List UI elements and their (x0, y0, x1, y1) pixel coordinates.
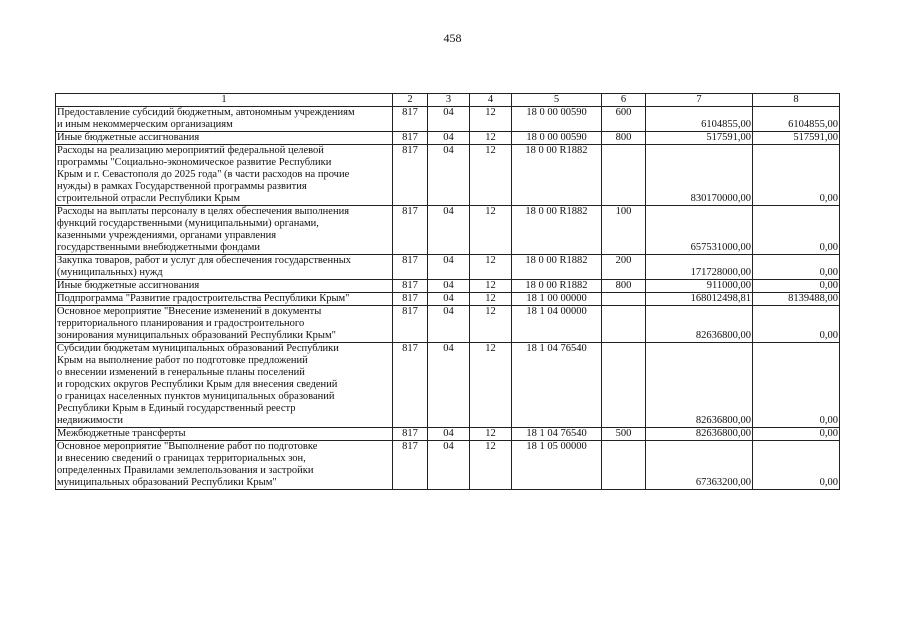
description-line: территориального планирования и градостроительного (57, 318, 305, 329)
subsection-code-cell: 12 (470, 293, 512, 306)
expense-type-cell: 800 (602, 280, 646, 293)
table-row (56, 293, 840, 306)
description-line: Подпрограмма "Развитие градостроительства Республики Крым" (57, 293, 350, 304)
header-cell: 5 (512, 94, 602, 107)
subsection-code-cell: 12 (470, 428, 512, 441)
description-line: Расходы на выплаты персоналу в целях обеспечения выполнения (57, 206, 350, 217)
amount-cell: 0,00 (753, 343, 840, 428)
target-article-cell: 18 0 00 R1882 (512, 255, 602, 280)
description-line: Республики Крым в Единый государственный реестр (57, 403, 296, 414)
amount-cell: 657531000,00 (646, 206, 753, 255)
section-code-cell: 04 (428, 343, 470, 428)
ministry-code-cell: 817 (393, 306, 428, 343)
budget-table (55, 93, 840, 490)
description-line: Крым на выполнение работ по подготовке предложений (57, 355, 308, 366)
subsection-code-cell: 12 (470, 280, 512, 293)
target-article-cell: 18 0 00 R1882 (512, 206, 602, 255)
amount-cell: 0,00 (753, 206, 840, 255)
row-description (56, 280, 393, 293)
amount-cell: 168012498,81 (646, 293, 753, 306)
table-row (56, 206, 840, 255)
subsection-code-cell: 12 (470, 107, 512, 132)
section-code-cell: 04 (428, 145, 470, 206)
description-line: Иные бюджетные ассигнования (57, 280, 200, 291)
ministry-code-cell: 817 (393, 428, 428, 441)
row-description (56, 293, 393, 306)
amount-cell: 517591,00 (753, 132, 840, 145)
subsection-code-cell: 12 (470, 255, 512, 280)
amount-cell: 82636800,00 (646, 306, 753, 343)
amount-cell: 0,00 (753, 280, 840, 293)
target-article-cell: 18 0 00 00590 (512, 107, 602, 132)
description-line: нужды) в рамках Государственной программы развития (57, 181, 307, 192)
target-article-cell: 18 0 00 R1882 (512, 145, 602, 206)
table-row (56, 306, 840, 343)
ministry-code-cell: 817 (393, 107, 428, 132)
target-article-cell: 18 1 04 76540 (512, 428, 602, 441)
description-line: о границах населенных пунктов муниципальных образований (57, 391, 335, 402)
subsection-code-cell: 12 (470, 132, 512, 145)
target-article-cell: 18 0 00 00590 (512, 132, 602, 145)
row-description (56, 441, 393, 490)
amount-cell: 8139488,00 (753, 293, 840, 306)
table-row (56, 280, 840, 293)
target-article-cell: 18 1 05 00000 (512, 441, 602, 490)
description-line: Иные бюджетные ассигнования (57, 132, 200, 143)
description-line: определенных Правилами землепользования и застройки (57, 465, 314, 476)
subsection-code-cell: 12 (470, 343, 512, 428)
expense-type-cell: 500 (602, 428, 646, 441)
row-description (56, 107, 393, 132)
amount-cell: 171728000,00 (646, 255, 753, 280)
description-line: Крым и г. Севастополя до 2025 года" (в части расходов на прочие (57, 169, 350, 180)
amount-cell: 82636800,00 (646, 428, 753, 441)
description-line: Основное мероприятие "Выполнение работ по подготовке (57, 441, 318, 452)
subsection-code-cell: 12 (470, 206, 512, 255)
description-line: и городских округов Республики Крым для внесения сведений (57, 379, 338, 390)
amount-cell: 517591,00 (646, 132, 753, 145)
amount-cell: 67363200,00 (646, 441, 753, 490)
page-number: 458 (443, 31, 462, 45)
amount-cell: 0,00 (753, 441, 840, 490)
target-article-cell: 18 1 00 00000 (512, 293, 602, 306)
ministry-code-cell: 817 (393, 441, 428, 490)
header-cell: 3 (428, 94, 470, 107)
description-line: зонирования муниципальных образований Республики Крым" (57, 330, 336, 341)
subsection-code-cell: 12 (470, 441, 512, 490)
target-article-cell: 18 1 04 00000 (512, 306, 602, 343)
description-line: о внесении изменений в генеральные планы поселений (57, 367, 305, 378)
section-code-cell: 04 (428, 206, 470, 255)
table-row (56, 255, 840, 280)
header-cell: 8 (753, 94, 840, 107)
section-code-cell: 04 (428, 107, 470, 132)
description-line: Основное мероприятие "Внесение изменений в документы (57, 306, 322, 317)
expense-type-cell: 100 (602, 206, 646, 255)
table-row (56, 343, 840, 428)
expense-type-cell (602, 293, 646, 306)
description-line: недвижимости (57, 415, 123, 426)
amount-cell: 6104855,00 (646, 107, 753, 132)
ministry-code-cell: 817 (393, 145, 428, 206)
description-line: Закупка товаров, работ и услуг для обеспечения государственных (57, 255, 352, 266)
amount-cell: 0,00 (753, 145, 840, 206)
row-description (56, 255, 393, 280)
subsection-code-cell: 12 (470, 306, 512, 343)
ministry-code-cell: 817 (393, 132, 428, 145)
table-row (56, 107, 840, 132)
amount-cell: 0,00 (753, 428, 840, 441)
row-description (56, 306, 393, 343)
amount-cell: 0,00 (753, 255, 840, 280)
description-line: Предоставление субсидий бюджетным, автономным учреждениям (57, 107, 355, 118)
expense-type-cell: 600 (602, 107, 646, 132)
target-article-cell: 18 0 00 R1882 (512, 280, 602, 293)
description-line: и иным некоммерческим организациям (57, 119, 233, 130)
row-description (56, 206, 393, 255)
header-cell: 4 (470, 94, 512, 107)
ministry-code-cell: 817 (393, 293, 428, 306)
description-line: государственными внебюджетными фондами (57, 242, 261, 253)
expense-type-cell (602, 145, 646, 206)
header-cell: 7 (646, 94, 753, 107)
description-line: Субсидии бюджетам муниципальных образований Республики (57, 343, 339, 354)
description-line: Расходы на реализацию мероприятий федеральной целевой (57, 145, 324, 156)
amount-cell: 82636800,00 (646, 343, 753, 428)
amount-cell: 830170000,00 (646, 145, 753, 206)
ministry-code-cell: 817 (393, 343, 428, 428)
table-row (56, 428, 840, 441)
section-code-cell: 04 (428, 280, 470, 293)
ministry-code-cell: 817 (393, 255, 428, 280)
description-line: и внесению сведений о границах территориальных зон, (57, 453, 306, 464)
section-code-cell: 04 (428, 441, 470, 490)
description-line: казенными учреждениями, органами управления (57, 230, 277, 241)
expense-type-cell (602, 343, 646, 428)
description-line: Межбюджетные трансферты (57, 428, 186, 439)
row-description (56, 343, 393, 428)
target-article-cell: 18 1 04 76540 (512, 343, 602, 428)
amount-cell: 6104855,00 (753, 107, 840, 132)
row-description (56, 145, 393, 206)
header-cell: 6 (602, 94, 646, 107)
section-code-cell: 04 (428, 255, 470, 280)
row-description (56, 428, 393, 441)
expense-type-cell (602, 441, 646, 490)
subsection-code-cell: 12 (470, 145, 512, 206)
section-code-cell: 04 (428, 428, 470, 441)
description-line: функций государственными (муниципальными) органами, (57, 218, 319, 229)
description-line: строительной отрасли Республики Крым (57, 193, 241, 204)
description-line: муниципальных образований Республики Крым" (57, 477, 277, 488)
expense-type-cell: 200 (602, 255, 646, 280)
expense-type-cell (602, 306, 646, 343)
description-line: (муниципальных) нужд (57, 267, 163, 278)
table-row (56, 441, 840, 490)
header-cell: 2 (393, 94, 428, 107)
table-header-row (56, 94, 840, 107)
section-code-cell: 04 (428, 293, 470, 306)
section-code-cell: 04 (428, 132, 470, 145)
amount-cell: 0,00 (753, 306, 840, 343)
amount-cell: 911000,00 (646, 280, 753, 293)
row-description (56, 132, 393, 145)
header-cell: 1 (56, 94, 393, 107)
ministry-code-cell: 817 (393, 280, 428, 293)
table-row (56, 145, 840, 206)
ministry-code-cell: 817 (393, 206, 428, 255)
description-line: программы "Социально-экономическое развитие Республики (57, 157, 332, 168)
section-code-cell: 04 (428, 306, 470, 343)
expense-type-cell: 800 (602, 132, 646, 145)
table-row (56, 132, 840, 145)
